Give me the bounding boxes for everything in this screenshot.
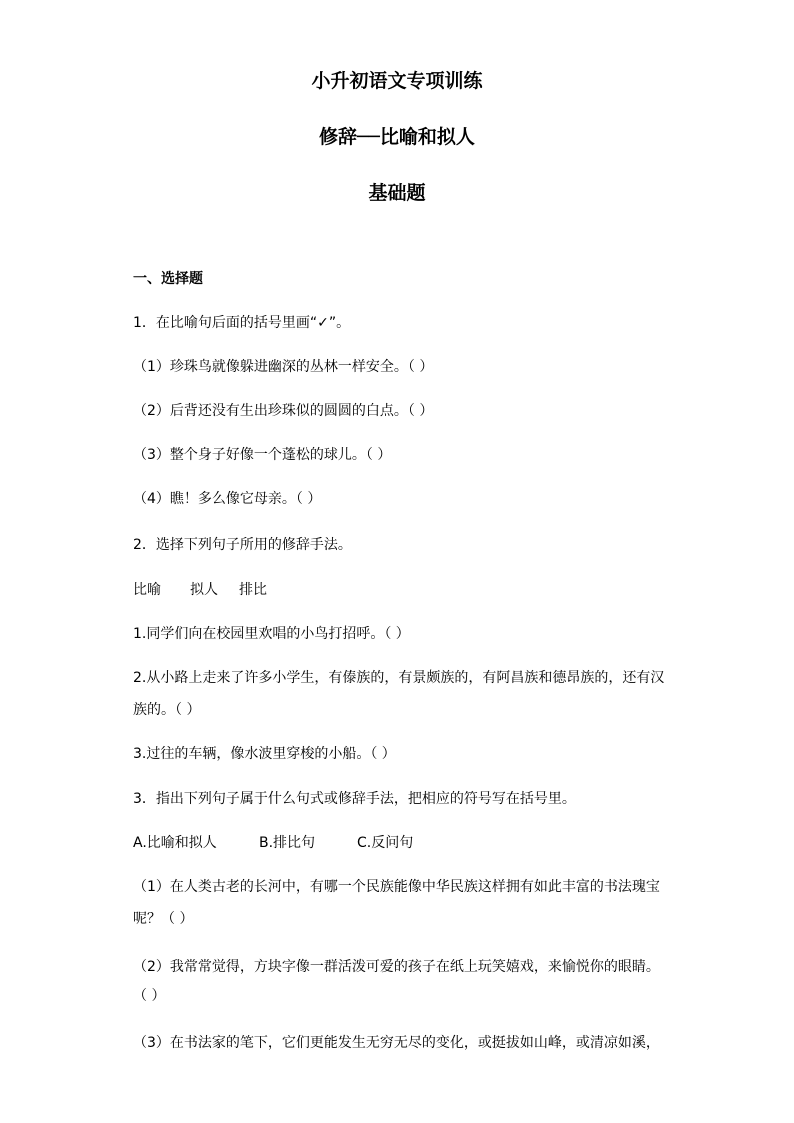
q1-item: （3）整个身子好像一个蓬松的球儿。（ ） xyxy=(133,447,392,463)
q3-item: （3）在书法家的笔下，它们更能发生无穷无尽的变化，或挺拔如山峰，或清凉如溪， xyxy=(133,1035,660,1051)
topic-title: 修辞──比喻和拟人 xyxy=(319,126,475,148)
q3-options xyxy=(133,833,413,853)
q3-item: 呢？（ ） xyxy=(133,911,194,927)
q3-option: B.排比句 xyxy=(259,835,316,851)
q3-option: C.反问句 xyxy=(357,835,414,851)
q3-item: （1）在人类古老的长河中，有哪一个民族能像中华民族这样拥有如此丰富的书法瑰宝 xyxy=(133,879,660,895)
q2-item: 族的。（ ） xyxy=(133,702,201,718)
q3-item: （2）我常常觉得，方块字像一群活泼可爱的孩子在纸上玩笑嬉戏，来愉悦你的眼睛。 xyxy=(133,959,660,975)
level-title: 基础题 xyxy=(368,182,426,204)
q2-option: 比喻 xyxy=(133,582,161,598)
q3-prompt: 3．指出下列句子属于什么句式或修辞手法，把相应的符号写在括号里。 xyxy=(133,791,576,807)
q1-item: （2）后背还没有生出珍珠似的圆圆的白点。（ ） xyxy=(133,403,434,419)
main-title: 小升初语文专项训练 xyxy=(311,70,483,92)
q1-item: （1）珍珠鸟就像躲进幽深的丛林一样安全。（ ） xyxy=(133,359,434,375)
q2-item: 1.同学们向在校园里欢唱的小鸟打招呼。（ ） xyxy=(133,626,410,642)
q1-prompt: 1．在比喻句后面的括号里画“✓”。 xyxy=(133,315,351,331)
q2-option: 排比 xyxy=(239,582,267,598)
q2-option: 拟人 xyxy=(190,582,218,598)
q3-option: A.比喻和拟人 xyxy=(133,835,217,851)
q2-prompt: 2．选择下列句子所用的修辞手法。 xyxy=(133,537,352,553)
q3-item: （ ） xyxy=(133,988,166,1004)
q1-item: （4）瞧！多么像它母亲。（ ） xyxy=(133,491,322,507)
q2-options xyxy=(133,580,267,600)
section-heading: 一、选择题 xyxy=(133,271,203,287)
q2-item: 3.过往的车辆，像水波里穿梭的小船。（ ） xyxy=(133,746,396,762)
q2-item: 2.从小路上走来了许多小学生，有傣族的，有景颇族的，有阿昌族和德昂族的，还有汉 xyxy=(133,670,665,686)
